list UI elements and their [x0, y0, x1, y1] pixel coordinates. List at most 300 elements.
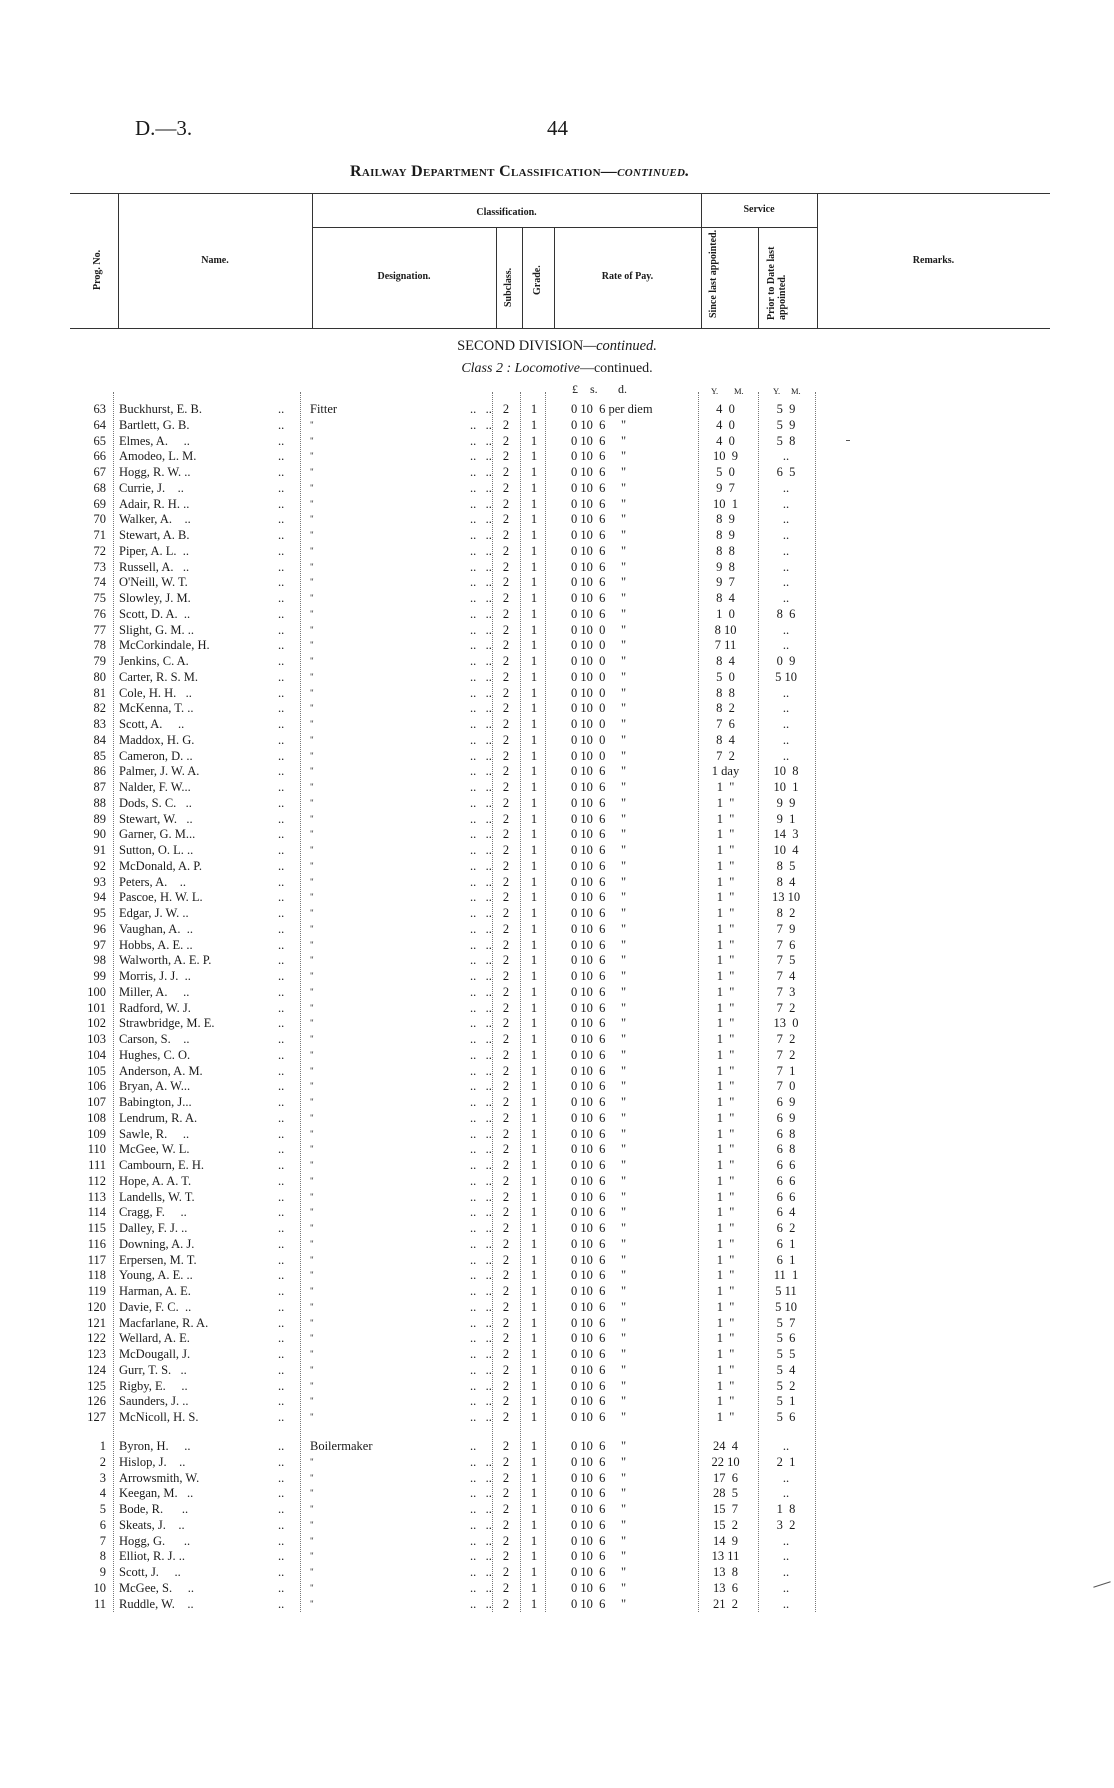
prog-no-cell: 107 [87, 1095, 106, 1109]
prog-no-cell: 85 [93, 748, 106, 763]
grade-cell: 1 [530, 559, 538, 574]
rate-of-pay-cell: 0 10 6 " [571, 1142, 627, 1157]
since-last-cell: 1 " [716, 1095, 735, 1109]
rate-of-pay-cell: 0 10 6 " [571, 1580, 627, 1595]
designation-cell: " [310, 530, 314, 540]
col-service: Service [743, 204, 775, 215]
designation-cell: " [310, 1582, 314, 1593]
subclass-cell: 2 [502, 827, 510, 842]
subclass-cell: 2 [502, 858, 510, 873]
unit-since-years: Y. [711, 386, 719, 396]
table-row [0, 1362, 1114, 1378]
since-last-cell: 8 4 [716, 732, 735, 747]
table-row [0, 1299, 1114, 1315]
grade-cell: 1 [530, 402, 538, 416]
leader-dots: .. .. [470, 1470, 492, 1485]
table-row [0, 1548, 1114, 1564]
grade-cell: 1 [530, 1533, 538, 1548]
name-cell: Lendrum, R. A. [119, 1110, 198, 1125]
name-cell: Skeats, J. .. [119, 1517, 185, 1532]
designation-cell: " [310, 419, 314, 430]
designation-cell: " [310, 1396, 314, 1407]
subclass-cell: 2 [502, 417, 510, 432]
name-cell: Strawbridge, M. E. [119, 1016, 215, 1031]
leader-dots: .. [278, 953, 285, 968]
since-last-cell: 1 " [716, 1000, 735, 1015]
designation-cell: " [310, 1223, 314, 1233]
prior-to-date-cell: 13 10 [771, 890, 801, 905]
rate-of-pay-cell: 0 10 6 " [571, 1268, 627, 1283]
prog-no-cell: 113 [87, 1189, 106, 1204]
rate-of-pay-cell: 0 10 6 " [571, 1079, 627, 1094]
since-last-cell: 24 4 [713, 1439, 738, 1453]
rate-of-pay-cell: 0 10 6 " [571, 1299, 627, 1314]
prog-no-cell: 91 [93, 843, 106, 857]
prog-no-cell: 70 [93, 512, 106, 527]
unit-pound: £ [572, 382, 578, 396]
subclass-cell: 2 [502, 1032, 510, 1046]
prog-no-cell: 111 [88, 1158, 106, 1172]
table-row [0, 417, 1114, 433]
table-row [0, 496, 1114, 512]
designation-cell: " [310, 1364, 314, 1375]
grade-cell: 1 [530, 1394, 538, 1409]
leader-dots: .. .. [470, 465, 492, 479]
subclass-cell: 2 [502, 1549, 510, 1564]
prior-to-date-cell: 5 2 [776, 1378, 796, 1393]
prior-to-date-cell: .. [782, 1596, 790, 1611]
name-cell: Hislop, J. .. [119, 1454, 186, 1469]
prior-to-date-cell: 7 1 [776, 1063, 796, 1078]
name-cell: Davie, F. C. .. [119, 1299, 192, 1314]
table-row [0, 905, 1114, 921]
name-cell: Maddox, H. G. [119, 732, 195, 747]
since-last-cell: 21 2 [713, 1596, 738, 1611]
name-cell: Landells, W. T. [119, 1189, 195, 1204]
leader-dots: .. [278, 701, 285, 716]
grade-cell: 1 [530, 937, 538, 952]
prog-no-cell: 11 [93, 1596, 106, 1611]
designation-cell: " [310, 1598, 314, 1609]
col-name: Name. [201, 255, 229, 266]
leader-dots: .. [278, 780, 285, 794]
rate-of-pay-cell: 0 10 6 " [571, 465, 627, 479]
table-row [0, 1596, 1114, 1612]
prog-no-cell: 106 [87, 1079, 106, 1094]
prog-no-cell: 89 [93, 811, 106, 826]
subclass-cell: 2 [502, 811, 510, 826]
table-row [0, 1063, 1114, 1079]
prior-to-date-cell: .. [782, 575, 790, 590]
name-cell: Elliot, R. J. .. [119, 1549, 185, 1564]
prog-no-cell: 124 [87, 1362, 106, 1377]
leader-dots: .. [278, 591, 285, 605]
since-last-cell: 1 " [716, 1173, 735, 1188]
name-cell: Hogg, G. .. [119, 1533, 191, 1548]
subclass-cell: 2 [502, 937, 510, 952]
subclass-cell: 2 [502, 1439, 510, 1453]
prior-to-date-cell: 5 6 [776, 1331, 796, 1346]
rate-of-pay-cell: 0 10 6 " [571, 1221, 627, 1235]
designation-cell: " [310, 1144, 314, 1155]
table-row [0, 1000, 1114, 1016]
leader-dots: .. [470, 1439, 477, 1453]
table-row [0, 748, 1114, 764]
rate-of-pay-cell: 0 10 6 " [571, 906, 627, 920]
name-cell: Gurr, T. S. .. [119, 1362, 187, 1377]
subclass-cell: 2 [502, 638, 510, 653]
name-cell: Vaughan, A. .. [119, 921, 193, 936]
subclass-cell: 2 [502, 1347, 510, 1361]
name-cell: Hughes, C. O. [119, 1047, 191, 1062]
col-grade: Grade. [532, 265, 543, 295]
grade-cell: 1 [530, 701, 538, 716]
rate-of-pay-cell: 0 10 6 " [571, 1236, 627, 1251]
leader-dots: .. .. [470, 1284, 492, 1298]
subclass-cell: 2 [502, 1063, 510, 1078]
name-cell: Babington, J... [119, 1095, 192, 1109]
leader-dots: .. .. [470, 1205, 492, 1220]
prog-no-cell: 93 [93, 874, 106, 889]
leader-dots: .. [278, 1347, 285, 1361]
since-last-cell: 1 " [716, 1189, 735, 1204]
prior-to-date-cell: 6 1 [776, 1252, 796, 1267]
prior-to-date-cell: 3 2 [776, 1517, 796, 1532]
designation-cell: " [310, 671, 314, 682]
class-suffix: —continued. [579, 361, 653, 376]
since-last-cell: 1 day [711, 764, 740, 779]
table-row [0, 1485, 1114, 1501]
designation-cell: " [310, 813, 314, 824]
name-cell: Walker, A. .. [119, 512, 191, 527]
leader-dots: .. [278, 1410, 285, 1424]
table-row [0, 464, 1114, 480]
since-last-cell: 8 9 [716, 528, 735, 542]
prog-no-cell: 116 [87, 1236, 106, 1251]
table-row [0, 1078, 1114, 1094]
leader-dots: .. [278, 638, 285, 653]
since-last-cell: 9 7 [716, 480, 735, 495]
rate-of-pay-cell: 0 10 6 " [571, 543, 627, 558]
name-cell: Carson, S. .. [119, 1032, 190, 1046]
name-cell: Carter, R. S. M. [119, 669, 199, 684]
leader-dots: .. [278, 717, 285, 731]
name-cell: McNicoll, H. S. [119, 1410, 199, 1424]
rate-of-pay-cell: 0 10 6 " [571, 1394, 627, 1409]
designation-cell: " [310, 1112, 314, 1123]
table-row [0, 1031, 1114, 1047]
leader-dots: .. .. [470, 795, 492, 810]
prior-to-date-cell: 11 1 [773, 1268, 799, 1283]
subclass-cell: 2 [502, 1284, 510, 1298]
since-last-cell: 1 " [716, 890, 735, 905]
since-last-cell: 13 11 [711, 1549, 740, 1564]
subclass-cell: 2 [502, 449, 510, 464]
name-cell: Russell, A. .. [119, 559, 190, 574]
col-subclass: Subclass. [503, 267, 514, 307]
rate-of-pay-cell: 0 10 6 " [571, 921, 627, 936]
prior-to-date-cell: 6 8 [776, 1126, 796, 1141]
prior-to-date-cell: .. [782, 591, 790, 605]
prior-to-date-cell: 5 9 [776, 402, 796, 416]
prog-no-cell: 1 [99, 1439, 106, 1453]
leader-dots: .. [278, 669, 285, 684]
leader-dots: .. .. [470, 685, 492, 700]
page-number: 44 [547, 116, 568, 140]
designation-cell: " [310, 1535, 314, 1546]
prior-to-date-cell: .. [782, 685, 790, 700]
since-last-cell: 1 " [716, 811, 735, 826]
prior-to-date-cell: 6 6 [776, 1173, 796, 1188]
name-cell: Palmer, J. W. A. [119, 764, 200, 779]
name-cell: Bryan, A. W... [119, 1079, 191, 1094]
leader-dots: .. [278, 1063, 285, 1078]
subclass-cell: 2 [502, 512, 510, 527]
rate-of-pay-cell: 0 10 0 " [571, 748, 627, 763]
document-reference: D.—3. [135, 116, 193, 140]
grade-cell: 1 [530, 811, 538, 826]
name-cell: Dalley, F. J. .. [119, 1221, 188, 1235]
since-last-cell: 13 8 [713, 1565, 738, 1579]
prog-no-cell: 96 [93, 921, 106, 936]
grade-cell: 1 [530, 480, 538, 495]
grade-cell: 1 [530, 1549, 538, 1564]
table-row [0, 511, 1114, 527]
leader-dots: .. [278, 764, 285, 779]
class-label: Class 2 : [461, 361, 512, 376]
designation-cell: " [310, 797, 314, 808]
grade-cell: 1 [530, 1110, 538, 1125]
prior-to-date-cell: .. [782, 496, 790, 511]
subclass-cell: 2 [502, 1533, 510, 1548]
designation-cell: " [310, 860, 314, 871]
prog-no-cell: 72 [93, 543, 106, 558]
prog-no-cell: 92 [93, 858, 106, 873]
rate-of-pay-cell: 0 10 0 " [571, 685, 627, 700]
rate-of-pay-cell: 0 10 6 " [571, 953, 627, 968]
prior-to-date-cell: .. [782, 512, 790, 527]
rate-of-pay-cell: 0 10 6 " [571, 575, 627, 590]
leader-dots: .. .. [470, 1486, 492, 1501]
prior-to-date-cell: 5 10 [775, 669, 797, 684]
rate-of-pay-cell: 0 10 6 " [571, 1410, 627, 1424]
leader-dots: .. .. [470, 906, 492, 920]
grade-cell: 1 [530, 1268, 538, 1283]
leader-dots: .. [278, 1580, 285, 1595]
subclass-cell: 2 [502, 1252, 510, 1267]
rate-of-pay-cell: 0 10 6 " [571, 1378, 627, 1393]
rate-of-pay-cell: 0 10 6 " [571, 1362, 627, 1377]
unit-shilling: s. [590, 382, 598, 396]
subclass-cell: 2 [502, 717, 510, 731]
prior-to-date-cell: 8 6 [776, 606, 796, 621]
designation-cell: " [310, 1301, 314, 1312]
prog-no-cell: 118 [87, 1268, 106, 1283]
since-last-cell: 9 8 [716, 559, 735, 574]
table-row [0, 685, 1114, 701]
leader-dots: .. .. [470, 1454, 492, 1469]
table-row [0, 732, 1114, 748]
rate-of-pay-cell: 0 10 6 " [571, 1173, 627, 1188]
rate-of-pay-cell: 0 10 6 " [571, 559, 627, 574]
leader-dots: .. [278, 622, 285, 637]
prog-no-cell: 80 [93, 669, 106, 684]
prior-to-date-cell: 9 1 [776, 811, 796, 826]
name-cell: Arrowsmith, W. [119, 1470, 200, 1485]
table-row [0, 984, 1114, 1000]
grade-cell: 1 [530, 1439, 538, 1453]
designation-cell: " [310, 734, 314, 745]
subclass-cell: 2 [502, 1158, 510, 1172]
prog-no-cell: 115 [87, 1221, 106, 1235]
leader-dots: .. .. [470, 1331, 492, 1346]
name-cell: Harman, A. E. [119, 1284, 191, 1298]
name-cell: Pascoe, H. W. L. [119, 890, 203, 905]
subclass-cell: 2 [502, 1205, 510, 1220]
page-title-text: Railway Department Classification [350, 163, 601, 180]
table-row [0, 1189, 1114, 1205]
grade-cell: 1 [530, 1063, 538, 1078]
subclass-cell: 2 [502, 780, 510, 794]
prog-no-cell: 99 [93, 969, 106, 983]
prior-to-date-cell: 6 4 [776, 1205, 796, 1220]
grade-cell: 1 [530, 1032, 538, 1046]
grade-cell: 1 [530, 1000, 538, 1015]
subclass-cell: 2 [502, 795, 510, 810]
designation-cell: " [310, 624, 314, 635]
grade-cell: 1 [530, 1410, 538, 1424]
leader-dots: .. .. [470, 433, 492, 448]
rate-of-pay-cell: 0 10 6 " [571, 1454, 627, 1469]
subclass-cell: 2 [502, 953, 510, 968]
leader-dots: .. [278, 512, 285, 527]
leader-dots: .. .. [470, 969, 492, 983]
grade-cell: 1 [530, 417, 538, 432]
prog-no-cell: 9 [99, 1565, 106, 1579]
subclass-cell: 2 [502, 1142, 510, 1157]
since-last-cell: 1 " [716, 969, 735, 983]
grade-cell: 1 [530, 1236, 538, 1251]
rate-of-pay-cell: 0 10 6 " [571, 1047, 627, 1062]
designation-cell: " [310, 1254, 314, 1265]
prog-no-cell: 3 [99, 1470, 106, 1485]
since-last-cell: 5 0 [716, 465, 735, 479]
since-last-cell: 1 " [716, 874, 735, 889]
since-last-cell: 8 4 [716, 591, 735, 605]
designation-cell: " [310, 1191, 314, 1202]
leader-dots: .. .. [470, 953, 492, 968]
grade-cell: 1 [530, 1362, 538, 1377]
prior-to-date-cell: .. [782, 1533, 790, 1548]
leader-dots: .. [278, 496, 285, 511]
prog-no-cell: 76 [93, 606, 106, 621]
leader-dots: .. .. [470, 1347, 492, 1361]
leader-dots: .. [278, 874, 285, 889]
table-row [0, 1110, 1114, 1126]
grade-cell: 1 [530, 1454, 538, 1469]
leader-dots: .. .. [470, 1221, 492, 1235]
prog-no-cell: 6 [99, 1517, 106, 1532]
since-last-cell: 13 6 [713, 1580, 738, 1595]
prog-no-cell: 81 [93, 685, 106, 700]
leader-dots: .. [278, 417, 285, 432]
since-last-cell: 1 " [716, 984, 735, 999]
designation-cell: " [310, 1317, 314, 1328]
leader-dots: .. [278, 1284, 285, 1298]
table-row [0, 921, 1114, 937]
grade-cell: 1 [530, 1486, 538, 1501]
name-cell: Cole, H. H. .. [119, 685, 192, 700]
subclass-cell: 2 [502, 1173, 510, 1188]
designation-cell: " [310, 1049, 314, 1060]
col-remarks: Remarks. [912, 255, 955, 266]
prog-no-cell: 126 [87, 1394, 106, 1409]
prog-no-cell: 105 [87, 1063, 106, 1078]
since-last-cell: 28 5 [713, 1486, 738, 1501]
grade-cell: 1 [530, 764, 538, 779]
leader-dots: .. .. [470, 890, 492, 905]
grade-cell: 1 [530, 1565, 538, 1579]
prog-no-cell: 71 [93, 528, 106, 542]
rate-of-pay-cell: 0 10 6 " [571, 1517, 627, 1532]
leader-dots: .. .. [470, 827, 492, 842]
prog-no-cell: 100 [87, 984, 106, 999]
since-last-cell: 1 " [716, 1362, 735, 1377]
prog-no-cell: 65 [93, 433, 106, 448]
name-cell: Garner, G. M... [119, 827, 196, 842]
prior-to-date-cell: 7 2 [776, 1000, 796, 1015]
name-cell: Downing, A. J. [119, 1236, 195, 1251]
prog-no-cell: 67 [93, 465, 106, 479]
designation-cell: " [310, 939, 314, 950]
designation-cell: " [310, 1097, 314, 1107]
designation-cell: " [310, 1551, 314, 1562]
since-last-cell: 1 " [716, 1079, 735, 1094]
prog-no-cell: 90 [93, 827, 106, 842]
prog-no-cell: 122 [87, 1331, 106, 1346]
designation-cell: " [310, 1504, 314, 1514]
leader-dots: .. [278, 1221, 285, 1235]
rate-of-pay-cell: 0 10 6 " [571, 795, 627, 810]
subclass-cell: 2 [502, 465, 510, 479]
name-cell: Scott, J. .. [119, 1565, 181, 1579]
designation-cell: " [310, 1488, 314, 1499]
since-last-cell: 4 0 [716, 402, 735, 416]
since-last-cell: 17 6 [713, 1470, 738, 1485]
since-last-cell: 1 " [716, 1016, 735, 1031]
col-classification: Classification. [476, 207, 537, 218]
table-row [0, 1283, 1114, 1299]
col-divider [496, 227, 497, 328]
leader-dots: .. .. [470, 748, 492, 763]
prior-to-date-cell: .. [782, 528, 790, 542]
leader-dots: .. .. [470, 669, 492, 684]
leader-dots: .. .. [470, 1142, 492, 1157]
since-last-cell: 1 " [716, 1047, 735, 1062]
since-last-cell: 1 " [716, 1378, 735, 1393]
grade-cell: 1 [530, 449, 538, 464]
leader-dots: .. [278, 1315, 285, 1330]
rate-of-pay-cell: 0 10 6 " [571, 1063, 627, 1078]
leader-dots: .. .. [470, 1126, 492, 1141]
designation-cell: " [310, 1065, 314, 1076]
table-row [0, 1517, 1114, 1533]
designation-cell: " [310, 986, 314, 997]
table-row [0, 590, 1114, 606]
designation-cell: " [310, 467, 314, 477]
grade-cell: 1 [530, 1189, 538, 1204]
col-prior-to-date: Prior to Date last appointed. [766, 246, 788, 320]
